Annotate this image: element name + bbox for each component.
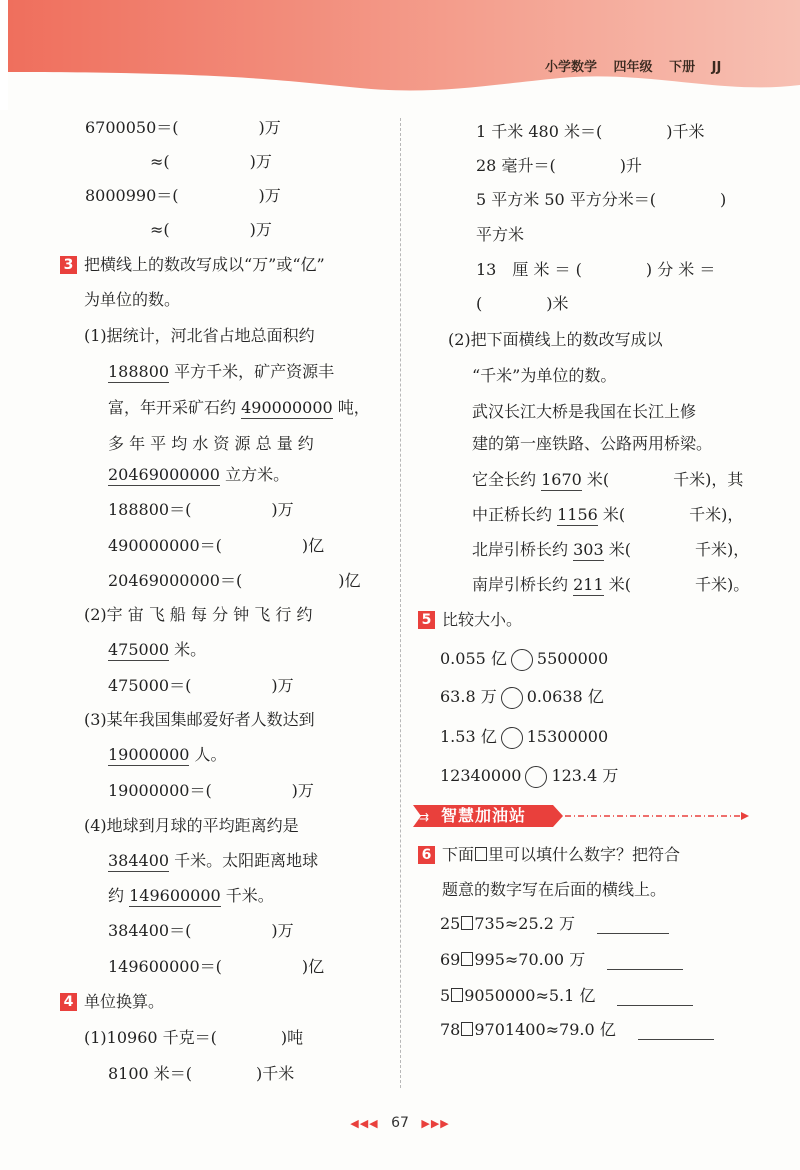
number-188800: 188800 xyxy=(108,362,170,381)
compare-circle-4[interactable] xyxy=(525,766,547,788)
page-footer xyxy=(0,1115,800,1131)
q3-p2-answer-1: 475000＝( )万 xyxy=(108,676,294,695)
header-info xyxy=(545,56,733,75)
q6-title-2: 题意的数字写在后面的横线上。 xyxy=(442,880,667,899)
q3-p1-line-3: 富，年开采矿石约 490000000 吨， xyxy=(108,398,370,417)
q4-line-8: ( )米 xyxy=(476,294,569,313)
q4-p2-line-7: 北岸引桥长约 303 米( 千米)， xyxy=(472,540,750,559)
q3-title-1: 把横线上的数改写成以“万”或“亿” xyxy=(84,255,325,274)
column-divider xyxy=(400,118,401,1088)
header-volume: 下册 xyxy=(669,60,696,75)
q2-line-4: ≈( )万 xyxy=(150,220,272,239)
q4-line-2: 8100 米＝( )千米 xyxy=(108,1064,295,1083)
q4-p2-line-3: 武汉长江大桥是我国在长江上修 xyxy=(472,402,697,421)
compare-row-3: 1.53 亿 15300000 xyxy=(440,724,608,750)
q4-line-7: 13 厘 米 ＝ ( ) 分 米 ＝ xyxy=(476,260,716,279)
fill-row-1: 25 735≈25.2 万 xyxy=(440,914,669,934)
q4-p2-line-5: 它全长约 1670 米( 千米)，其 xyxy=(472,470,744,489)
page-number: 67 xyxy=(391,1115,409,1131)
compare-row-2: 63.8 万 0.0638 亿 xyxy=(440,684,604,710)
header-edition: JJ xyxy=(711,60,722,75)
compare-circle-1[interactable] xyxy=(511,649,533,671)
next-arrows-icon: ▶▶▶ xyxy=(421,1117,450,1130)
question-number-6: 6 xyxy=(418,846,435,864)
number-490000000: 490000000 xyxy=(241,398,333,417)
q3-p4-answer-2: 149600000＝( )亿 xyxy=(108,957,325,976)
number-475000: 475000 xyxy=(108,640,170,659)
number-19000000: 19000000 xyxy=(108,745,190,764)
q3-p1-answer-2: 490000000＝( )亿 xyxy=(108,536,325,555)
compare-row-4: 12340000 123.4 万 xyxy=(440,763,618,789)
q3-p3-line-2: 19000000 人。 xyxy=(108,745,227,764)
digit-box-1[interactable] xyxy=(461,916,473,930)
question-number-4: 4 xyxy=(60,993,77,1011)
prev-arrows-icon: ◀◀◀ xyxy=(350,1117,379,1130)
number-1156: 1156 xyxy=(557,505,598,524)
answer-line-4[interactable] xyxy=(638,1021,714,1040)
digit-box-2[interactable] xyxy=(461,952,473,966)
q4-line-1: (1)10960 千克＝( )吨 xyxy=(84,1028,304,1047)
number-1670: 1670 xyxy=(541,470,582,489)
number-20469000000: 20469000000 xyxy=(108,465,220,484)
q3-p1-answer-1: 188800＝( )万 xyxy=(108,500,294,519)
number-384400: 384400 xyxy=(108,851,170,870)
q4-p2-line-4: 建的第一座铁路、公路两用桥梁。 xyxy=(472,434,713,453)
digit-box xyxy=(475,847,487,861)
q3-p3-answer-1: 19000000＝( )万 xyxy=(108,781,314,800)
fill-row-3: 5 9050000≈5.1 亿 xyxy=(440,986,693,1006)
q4-line-6: 平方米 xyxy=(476,225,525,244)
digit-box-4[interactable] xyxy=(461,1022,473,1036)
q4-p2-line-2: “千米”为单位的数。 xyxy=(472,366,617,385)
q3-p4-answer-1: 384400＝( )万 xyxy=(108,921,294,940)
compare-circle-2[interactable] xyxy=(501,687,523,709)
q4-p2-line-6: 中正桥长约 1156 米( 千米)， xyxy=(472,505,744,524)
number-211: 211 xyxy=(573,575,604,594)
q4-p2-line-1: (2)把下面横线上的数改写成以 xyxy=(448,330,663,349)
tip-banner xyxy=(413,803,753,829)
number-149600000: 149600000 xyxy=(129,886,221,905)
q2-line-1: 6700050＝( )万 xyxy=(85,118,281,137)
q2-line-3: 8000990＝( )万 xyxy=(85,186,281,205)
compare-row-1: 0.055 亿 5500000 xyxy=(440,646,608,672)
q3-p2-line-2: 475000 米。 xyxy=(108,640,207,659)
q4-title: 单位换算。 xyxy=(84,992,165,1011)
q4-line-4: 28 毫升＝( )升 xyxy=(476,156,642,175)
question-number-5: 5 xyxy=(418,611,435,629)
question-number-3: 3 xyxy=(60,256,77,274)
q6-title-1: 下面 里可以填什么数字？把符合 xyxy=(442,845,681,864)
q2-line-2: ≈( )万 xyxy=(150,152,272,171)
banner-text: 智慧加油站 xyxy=(441,806,527,825)
svg-text:⇉: ⇉ xyxy=(419,810,430,824)
q3-p3-line-1: (3)某年我国集邮爱好者人数达到 xyxy=(84,710,315,729)
header-band xyxy=(0,0,800,110)
answer-line-2[interactable] xyxy=(607,951,683,970)
q3-p1-line-2: 188800 平方千米，矿产资源丰 xyxy=(108,362,335,381)
header-grade: 四年级 xyxy=(613,60,653,75)
answer-line-1[interactable] xyxy=(597,915,669,934)
fill-row-2: 69 995≈70.00 万 xyxy=(440,950,683,970)
number-303: 303 xyxy=(573,540,604,559)
q3-p1-line-1: (1)据统计，河北省占地总面积约 xyxy=(84,326,315,345)
q5-title: 比较大小。 xyxy=(442,610,523,629)
q3-p4-line-2: 384400 千米。太阳距离地球 xyxy=(108,851,319,870)
q4-line-3: 1 千米 480 米＝( )千米 xyxy=(476,122,705,141)
answer-line-3[interactable] xyxy=(617,987,693,1006)
q3-p1-answer-3: 20469000000＝( )亿 xyxy=(108,571,361,590)
fill-row-4: 78 9701400≈79.0 亿 xyxy=(440,1020,714,1040)
digit-box-3[interactable] xyxy=(451,988,463,1002)
header-subject: 小学数学 xyxy=(545,60,598,75)
q3-p4-line-1: (4)地球到月球的平均距离约是 xyxy=(84,816,299,835)
q4-line-5: 5 平方米 50 平方分米＝( ) xyxy=(476,190,727,209)
q3-p1-line-4: 多 年 平 均 水 资 源 总 量 约 xyxy=(108,434,314,453)
q3-p1-line-5: 20469000000 立方米。 xyxy=(108,465,290,484)
q4-p2-line-8: 南岸引桥长约 211 米( 千米)。 xyxy=(472,575,750,594)
compare-circle-3[interactable] xyxy=(501,727,523,749)
q3-p2-line-1: (2)宇 宙 飞 船 每 分 钟 飞 行 约 xyxy=(84,605,313,624)
q3-p4-line-3: 约 149600000 千米。 xyxy=(108,886,274,905)
q3-title-2: 为单位的数。 xyxy=(84,290,181,309)
